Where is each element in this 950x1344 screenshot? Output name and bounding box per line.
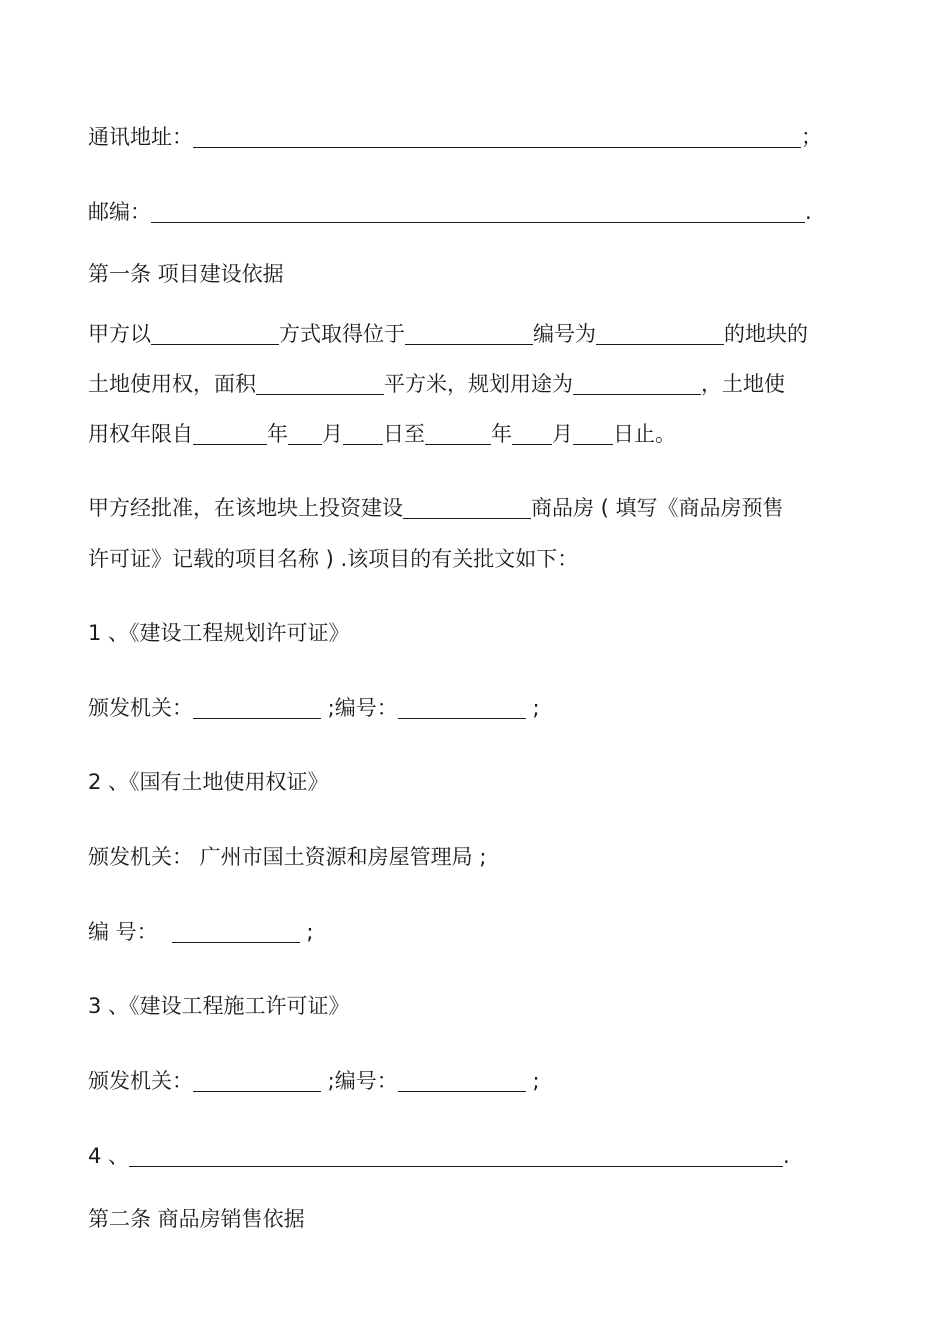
item1-title: 1 、《建设工程规划许可证》	[88, 621, 350, 645]
item2-number: 编 号： ;	[88, 920, 314, 944]
acquire-method-blank[interactable]	[151, 324, 279, 345]
item3-fields: 颁发机关： ;编号： ;	[88, 1069, 540, 1093]
end-month-blank[interactable]	[512, 424, 552, 445]
item3-number-blank[interactable]	[398, 1071, 526, 1092]
end-day-blank[interactable]	[573, 424, 613, 445]
address-blank[interactable]	[193, 127, 801, 148]
plot-number-blank[interactable]	[596, 324, 724, 345]
postcode-blank[interactable]	[151, 202, 805, 223]
paragraph1-line1: 甲方以 方式取得位于 编号为 的地块的	[88, 322, 808, 346]
item3-title: 3 、《建设工程施工许可证》	[88, 994, 350, 1018]
location-blank[interactable]	[405, 324, 533, 345]
item2-issuer: 颁发机关： 广州市国土资源和房屋管理局 ;	[88, 845, 487, 869]
item3-issuer-blank[interactable]	[193, 1071, 321, 1092]
item1-fields: 颁发机关： ;编号： ;	[88, 696, 540, 720]
item1-issuer-blank[interactable]	[193, 698, 321, 719]
address-line: 通讯地址： ；	[88, 125, 822, 149]
start-day-blank[interactable]	[343, 424, 383, 445]
area-blank[interactable]	[256, 374, 384, 395]
paragraph2-line2: 许可证》记载的项目名称 ) .该项目的有关批文如下：	[88, 547, 579, 571]
paragraph1-line2: 土地使用权，面积 平方米，规划用途为 ，土地使	[88, 372, 785, 396]
paragraph2-line1: 甲方经批准，在该地块上投资建设 商品房 ( 填写《商品房预售	[88, 496, 784, 520]
start-year-blank[interactable]	[193, 424, 267, 445]
address-label: 通讯地址：	[88, 125, 193, 149]
paragraph1-line3: 用权年限自 年 月 日至 年 月 日止。	[88, 422, 676, 446]
item4-line: 4 、 .	[88, 1144, 790, 1168]
start-month-blank[interactable]	[288, 424, 322, 445]
postcode-line: 邮编： .	[88, 200, 812, 224]
project-name-blank[interactable]	[403, 498, 531, 519]
article1-title: 第一条 项目建设依据	[88, 262, 284, 286]
end-year-blank[interactable]	[425, 424, 491, 445]
planned-use-blank[interactable]	[573, 374, 701, 395]
postcode-label: 邮编：	[88, 200, 151, 224]
item2-title: 2 、《国有土地使用权证》	[88, 770, 329, 794]
item4-blank[interactable]	[129, 1146, 783, 1167]
item1-number-blank[interactable]	[398, 698, 526, 719]
article2-title: 第二条 商品房销售依据	[88, 1207, 305, 1231]
item2-number-blank[interactable]	[172, 922, 300, 943]
